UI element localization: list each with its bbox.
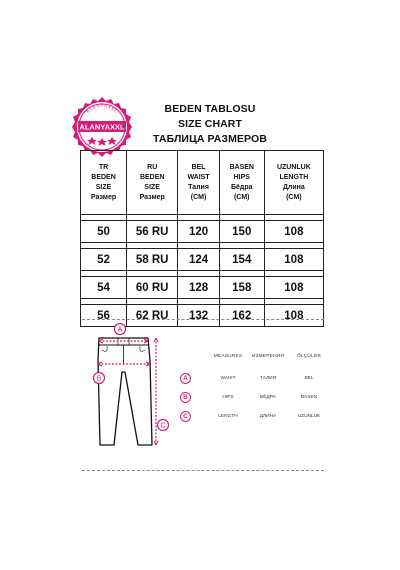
measures-header-ru: ИЗМЕРЕНИЯ <box>251 354 285 359</box>
cell-hips: 150 <box>219 221 264 243</box>
measure-ru: ДЛИНА <box>259 414 277 419</box>
cell-hips: 154 <box>219 249 264 271</box>
header-waist: BEL WAIST Талия (CM) <box>178 151 219 215</box>
measure-tr: UZUNLUK <box>297 414 321 419</box>
header-tr-size: TR BEDEN SIZE Размер <box>81 151 127 215</box>
title-tr: BEDEN TABLOSU <box>164 103 256 115</box>
title-ru: ТАБЛИЦА РАЗМЕРОВ <box>153 133 267 145</box>
measure-en: HIPS <box>222 395 234 400</box>
cell-waist: 132 <box>178 305 219 327</box>
measures-header-en: MEASURES <box>213 354 243 359</box>
cell-waist: 128 <box>178 277 219 299</box>
header-length: UZUNLUK LENGTH Длина (CM) <box>264 151 323 215</box>
diagram-mark-b: B <box>96 375 102 383</box>
cell-ru-size: 60 RU <box>127 277 178 299</box>
header-hips: BASEN HIPS Бёдра (CM) <box>219 151 264 215</box>
cell-tr-size: 54 <box>81 277 127 299</box>
size-table <box>80 150 324 327</box>
cell-ru-size: 62 RU <box>127 305 178 327</box>
badge-arc-text: ALANYAXXL <box>85 102 119 115</box>
title-en: SIZE CHART <box>178 118 242 130</box>
measures-header-tr: ÖLÇÜLER <box>296 354 322 359</box>
measure-en: LENGTH <box>218 414 238 419</box>
measure-row-waist <box>180 374 330 388</box>
cell-ru-size: 58 RU <box>127 249 178 271</box>
measure-row-hips <box>180 393 330 407</box>
measure-tr: BASEN <box>300 395 318 400</box>
divider-bottom <box>82 470 324 471</box>
cell-length: 108 <box>264 305 323 327</box>
mark-b-icon: B <box>180 392 191 403</box>
badge-brand-name: ALANYAXXL <box>79 122 125 132</box>
cell-ru-size: 56 RU <box>127 221 178 243</box>
measure-en: WAIST <box>220 376 236 381</box>
measure-ru: БЁДРА <box>260 395 276 400</box>
cell-hips: 158 <box>219 277 264 299</box>
cell-tr-size: 50 <box>81 221 127 243</box>
measure-row-length <box>180 412 330 426</box>
measure-ru: ТАЛИЯ <box>259 376 277 381</box>
measures-header-row <box>180 352 330 366</box>
cell-length: 108 <box>264 249 323 271</box>
cell-waist: 120 <box>178 221 219 243</box>
mark-a-icon: A <box>180 373 191 384</box>
chart-titles <box>140 102 280 147</box>
cell-tr-size: 56 <box>81 305 127 327</box>
header-ru-size: RU BEDEN SIZE Размер <box>127 151 178 215</box>
measure-tr: BEL <box>304 376 314 381</box>
mark-c-icon: C <box>180 411 191 422</box>
cell-length: 108 <box>264 277 323 299</box>
cell-waist: 124 <box>178 249 219 271</box>
table-row <box>81 277 324 299</box>
cell-length: 108 <box>264 221 323 243</box>
cell-hips: 162 <box>219 305 264 327</box>
table-row <box>81 249 324 271</box>
diagram-mark-a: A <box>117 326 123 334</box>
trousers-outline-icon <box>98 338 152 445</box>
trousers-diagram <box>88 320 188 465</box>
size-table-header-row <box>81 151 324 215</box>
diagram-mark-c: C <box>160 422 166 430</box>
cell-tr-size: 52 <box>81 249 127 271</box>
table-row <box>81 221 324 243</box>
